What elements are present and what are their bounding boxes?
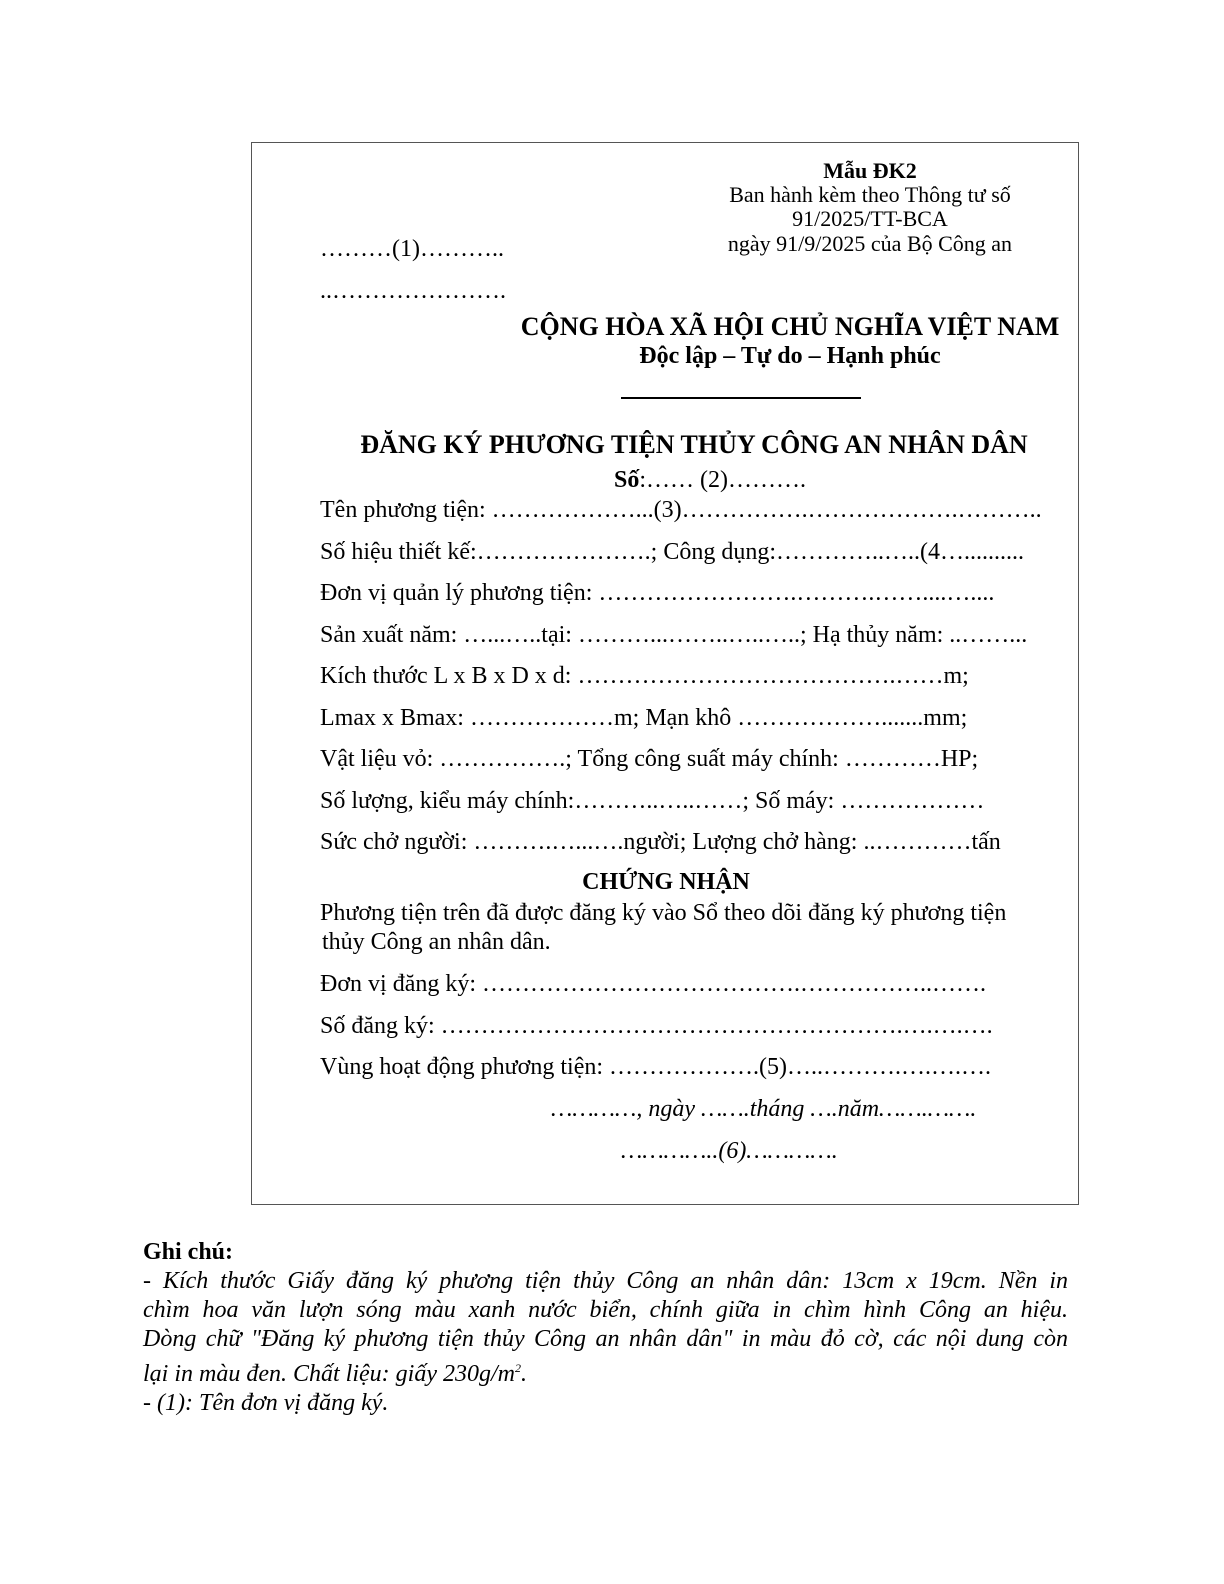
field-operating-area: Vùng hoạt động phương tiện: ……………….(5)…..……….….….…. <box>320 1054 991 1080</box>
notes-line-5: - (1): Tên đơn vị đăng ký. <box>143 1390 389 1416</box>
signature-line: …………..(6)…………. <box>621 1138 838 1164</box>
field-capacity: Sức chở người: ……….…...….người; Lượng chở hàng: ..…………tấn <box>320 829 1001 855</box>
national-motto: Độc lập – Tự do – Hạnh phúc <box>639 343 941 369</box>
field-registration-unit: Đơn vị đăng ký: ………………………………….……………..……. <box>320 971 987 997</box>
issued-line-3: ngày 91/9/2025 của Bộ Công an <box>727 231 1013 256</box>
notes-line-3: Dòng chữ "Đăng ký phương tiện thủy Công an nhân dân" in màu đỏ cờ, các nội dung còn <box>143 1326 1068 1352</box>
certify-line-1: Phương tiện trên đã được đăng ký vào Sổ theo dõi đăng ký phương tiện <box>320 900 1007 926</box>
certify-line-2: thủy Công an nhân dân. <box>322 929 551 955</box>
field-production-year: Sản xuất năm: …...…..tại: ………...……..…..…..; Hạ thủy năm: ..……... <box>320 622 1028 648</box>
field-hull-material: Vật liệu vỏ: …………….; Tổng công suất máy chính: …………HP; <box>320 746 979 772</box>
notes-line-4-end: . <box>520 1361 527 1387</box>
date-line: …………, ngày …….tháng ….năm…….……. <box>551 1096 977 1122</box>
notes-line-1: - Kích thước Giấy đăng ký phương tiện thủy Công an nhân dân: 13cm x 19cm. Nền in <box>143 1268 1068 1294</box>
field-managing-unit: Đơn vị quản lý phương tiện: …………………….……….……....….... <box>320 580 995 606</box>
notes-line-4-sup: 2 <box>514 1361 521 1375</box>
notes-section <box>143 1238 1068 1418</box>
field-dimensions: Kích thước L x B x D x d: ………………………………….……m; <box>320 663 969 689</box>
unit-line-2: ..…………………. <box>320 278 506 304</box>
number-label: Số <box>613 467 640 493</box>
notes-line-2: chìm hoa văn lượn sóng màu xanh nước biển, chính giữa in chìm hình Công an hiệu. <box>143 1297 1068 1323</box>
unit-line-1: ………(1)……….. <box>320 236 504 262</box>
field-engine: Số lượng, kiểu máy chính:………..…..……; Số máy: ……………… <box>320 788 985 814</box>
document-title: ĐĂNG KÝ PHƯƠNG TIỆN THỦY CÔNG AN NHÂN DÂN <box>360 430 1028 459</box>
field-registration-number: Số đăng ký: ………………………………………………….….….…. <box>320 1013 993 1039</box>
motto-underline <box>621 397 861 399</box>
document-number <box>300 467 1120 494</box>
field-lmax-bmax: Lmax x Bmax: ………………m; Mạn khô ……………….......mm; <box>320 705 968 731</box>
issued-line-2: 91/2025/TT-BCA <box>792 206 948 231</box>
form-code: Mẫu ĐK2 <box>823 158 917 183</box>
notes-line-4-text: lại in màu đen. Chất liệu: giấy 230g/m <box>143 1361 515 1387</box>
certify-title: CHỨNG NHẬN <box>582 869 750 895</box>
national-title: CỘNG HÒA XÃ HỘI CHỦ NGHĨA VIỆT NAM <box>520 312 1060 341</box>
field-vessel-name: Tên phương tiện: ………………...(3)…………….……………….……….. <box>320 497 1042 523</box>
field-design-number: Số hiệu thiết kế:………………….; Công dụng:…………..…..(4….......... <box>320 539 1024 565</box>
notes-line-4 <box>143 1354 1068 1389</box>
number-value: :…… (2)………. <box>639 467 806 493</box>
issued-line-1: Ban hành kèm theo Thông tư số <box>729 182 1011 207</box>
notes-heading: Ghi chú: <box>143 1239 234 1265</box>
